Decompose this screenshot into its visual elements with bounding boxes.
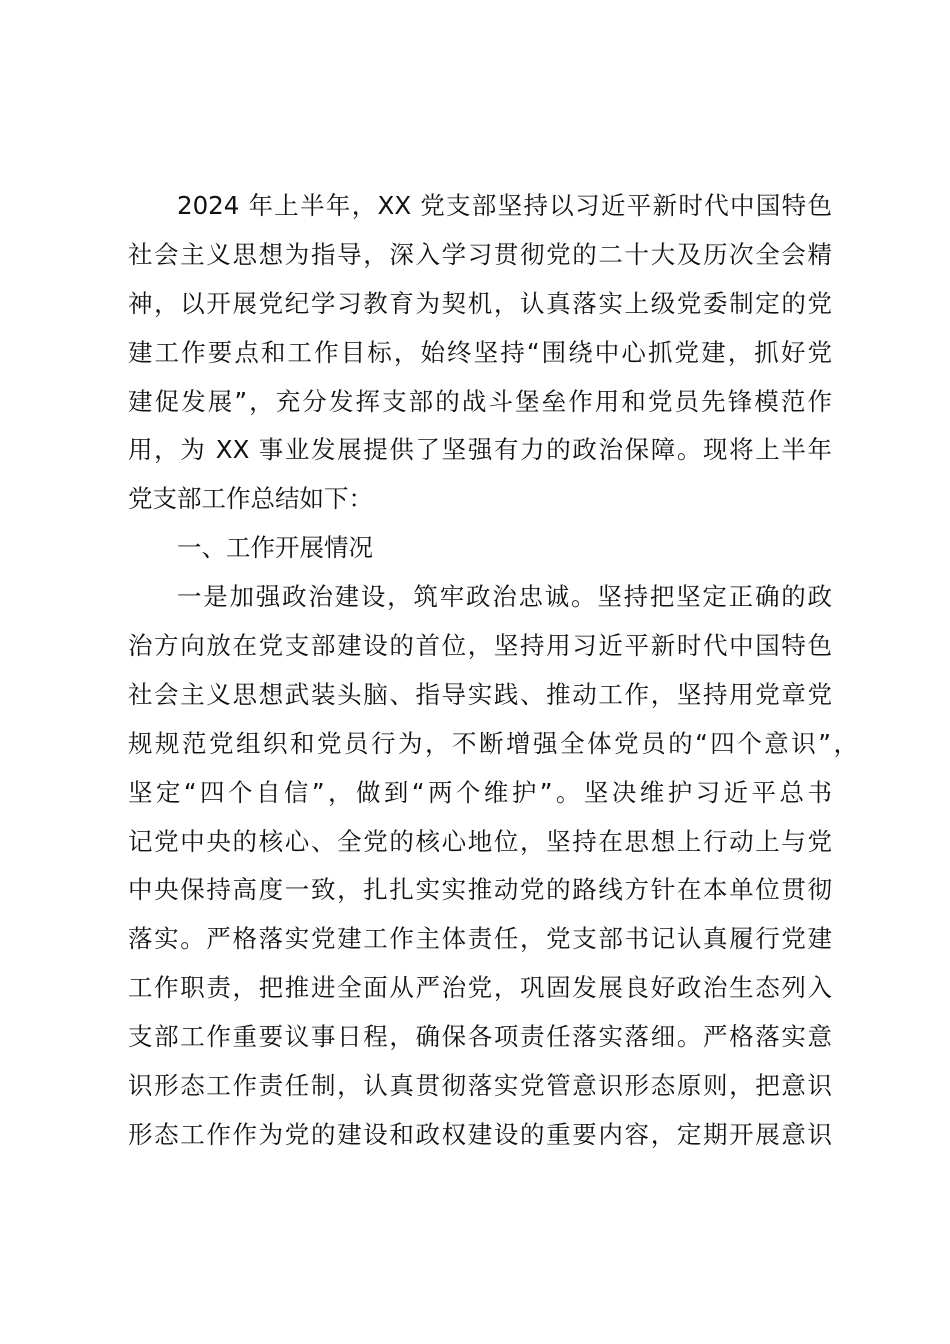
text-line: 支部工作重要议事日程，确保各项责任落实落细。严格落实意 — [128, 1022, 832, 1052]
intro-paragraph — [128, 182, 832, 524]
text-line: 一是加强政治建设，筑牢政治忠诚。坚持把坚定正确的政 — [177, 582, 832, 612]
text-line: 社会主义思想为指导，深入学习贯彻党的二十大及历次全会精 — [128, 239, 832, 269]
text-line: 落实。严格落实党建工作主体责任，党支部书记认真履行党建 — [128, 924, 832, 954]
section-heading-text: 一、工作开展情况 — [177, 533, 373, 563]
text-line: 工作职责，把推进全面从严治党，巩固发展良好政治生态列入 — [128, 973, 832, 1003]
text-line: 治方向放在党支部建设的首位，坚持用习近平新时代中国特色 — [128, 631, 832, 661]
text-line: 识形态工作责任制，认真贯彻落实党管意识形态原则，把意识 — [128, 1071, 832, 1101]
text-line: 建工作要点和工作目标，始终坚持“围绕中心抓党建，抓好党 — [128, 337, 832, 367]
text-line: 建促发展”，充分发挥支部的战斗堡垒作用和党员先锋模范作 — [128, 386, 832, 416]
text-line: 中央保持高度一致，扎扎实实推动党的路线方针在本单位贯彻 — [128, 875, 832, 905]
text-line: 坚定“四个自信”，做到“两个维护”。坚决维护习近平总书 — [128, 777, 832, 807]
text-line: 形态工作作为党的建设和政权建设的重要内容，定期开展意识 — [128, 1119, 832, 1149]
text-line: 神，以开展党纪学习教育为契机，认真落实上级党委制定的党 — [128, 288, 832, 318]
text-line: 2024 年上半年，XX 党支部坚持以习近平新时代中国特色 — [177, 191, 832, 220]
section-heading — [128, 524, 832, 573]
document-body — [128, 182, 858, 1160]
text-line: 社会主义思想武装头脑、指导实践、推动工作，坚持用党章党 — [128, 679, 832, 709]
text-line: 规规范党组织和党员行为，不断增强全体党员的“四个意识”， — [128, 728, 858, 758]
text-line: 用，为 XX 事业发展提供了坚强有力的政治保障。现将上半年 — [128, 435, 832, 465]
text-line: 记党中央的核心、全党的核心地位，坚持在思想上行动上与党 — [128, 826, 832, 856]
text-line: 党支部工作总结如下： — [128, 484, 373, 514]
body-paragraph — [128, 573, 858, 1160]
